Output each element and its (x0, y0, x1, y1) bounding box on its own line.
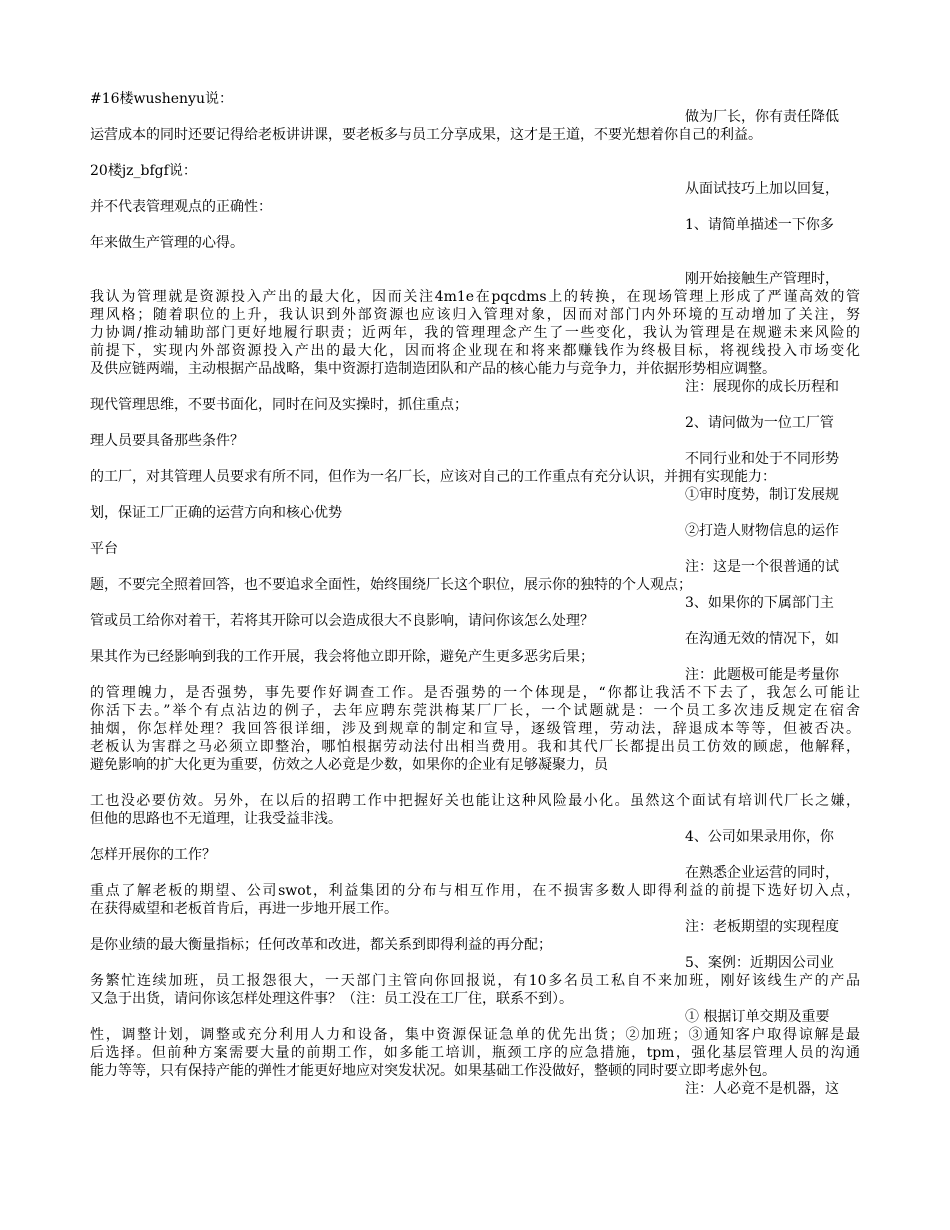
reply-author-line: 20楼jz_bfgf说： (90, 163, 197, 179)
text-line: 从面试技巧上加以回复， (685, 181, 839, 197)
question-line: 1、请简单描述一下你多 (685, 217, 834, 233)
question-line: 年来做生产管理的心得。 (90, 235, 244, 251)
note-line: 的管理魄力，是否强势，事先要作好调查工作。是否强势的一个体现是，“你都让我活不下去了，我怎么可能让 (90, 685, 860, 701)
answer-line: 刚开始接触生产管理时， (685, 271, 839, 287)
answer-line: 理风格；随着职位的上升，我认识到外部资源也应该归入管理对象，因而对部门内外环境的互动增加了关注，努 (90, 307, 860, 323)
answer-line: 在熟悉企业运营的同时， (685, 865, 839, 881)
answer-line: 前提下，实现内外部资源投入产出的最大化，因而将企业现在和将来都赚钱作为终极目标，将视线投入市场变化 (90, 343, 860, 359)
answer-line: 我认为管理就是资源投入产出的最大化，因而关注4m1e在pqcdms上的转换，在现场管理上形成了严谨高效的管 (90, 289, 860, 305)
question-line: 理人员要具备那些条件？ (90, 433, 244, 449)
text-line: 运营成本的同时还要记得给老板讲讲课，要老板多与员工分享成果，这才是王道，不要光想着你自己的利益。 (90, 127, 762, 143)
answer-line: 能力等等，只有保持产能的弹性才能更好地应对突发状况。如果基础工作没做好，整顿的同时要立即考虑外包。 (90, 1063, 776, 1079)
answer-line: 平台 (90, 541, 118, 557)
note-line: 注：这是一个很普通的试 (685, 559, 839, 575)
answer-line: 划，保证工厂正确的运营方向和核心优势 (90, 505, 342, 521)
question-line: 务繁忙连续加班，员工报怨很大，一天部门主管向你回报说，有10多名员工私自不来加班，刚好该线生产的产品 (90, 973, 860, 989)
answer-line: 后选择。但前种方案需要大量的前期工作，如多能工培训，瓶颈工序的应急措施，tpm，强化基层管理人员的沟通 (90, 1045, 860, 1061)
note-line: 注：此题极可能是考量你 (685, 667, 839, 683)
answer-line: 果其作为已经影响到我的工作开展，我会将他立即开除，避免产生更多恶劣后果； (90, 649, 594, 665)
answer-line: 在沟通无效的情况下，如 (685, 631, 839, 647)
question-line: 管或员工给你对着干，若将其开除可以会造成很大不良影响，请问你该怎么处理？ (90, 613, 594, 629)
answer-line: ②打造人财物信息的运作 (685, 523, 839, 539)
note-line: 注：人必竟不是机器，这 (685, 1081, 839, 1097)
answer-line: 不同行业和处于不同形势 (685, 451, 839, 467)
note-line: 注：展现你的成长历程和 (685, 379, 839, 395)
answer-line: 在获得威望和老板首肯后，再进一步地开展工作。 (90, 901, 398, 917)
answer-line: ①审时度势，制订发展规 (685, 487, 839, 503)
question-line: 5、案例：近期因公司业 (685, 955, 834, 971)
note-line: 现代管理思维，不要书面化，同时在问及实操时，抓住重点； (90, 397, 468, 413)
question-line: 4、公司如果录用你，你 (685, 829, 834, 845)
note-line: 是你业绩的最大衡量指标；任何改革和改进，都关系到即得利益的再分配； (90, 937, 552, 953)
answer-line: 重点了解老板的期望、公司swot，利益集团的分布与相互作用，在不损害多数人即得利益的前提下选好切入点， (90, 883, 860, 899)
answer-line: 力协调/推动辅助部门更好地履行职责；近两年，我的管理理念产生了一些变化，我认为管理是在规避未来风险的 (90, 325, 860, 341)
note-line: 注：老板期望的实现程度 (685, 919, 839, 935)
answer-line: ① 根据订单交期及重要 (685, 1009, 830, 1025)
note-line: 你活下去。”举个有点沾边的例子，去年应聘东莞洪梅某厂厂长，一个试题就是：一个员工多次违反规定在宿舍 (90, 703, 860, 719)
answer-line: 性，调整计划，调整或充分利用人力和设备，集中资源保证急单的优先出货；②加班；③通知客户取得谅解是最 (90, 1027, 860, 1043)
question-line: 2、请问做为一位工厂管 (685, 415, 834, 431)
question-line: 怎样开展你的工作？ (90, 847, 216, 863)
question-line: 3、如果你的下属部门主 (685, 595, 834, 611)
note-line: 避免影响的扩大化更为重要，仿效之人必竟是少数，如果你的企业有足够凝聚力，员 (90, 757, 608, 773)
note-line: 工也没必要仿效。另外，在以后的招聘工作中把握好关也能让这种风险最小化。虽然这个面试有培训代厂长之嫌， (90, 793, 860, 809)
note-line: 抽烟，你怎样处理？我回答很详细，涉及到规章的制定和宣导，逐级管理，劳动法，辞退成本等等，但被否决。 (90, 721, 860, 737)
forum-post-text (90, 90, 860, 1098)
reply-author-line: #16楼wushenyu说： (90, 91, 233, 107)
text-line: 并不代表管理观点的正确性： (90, 199, 272, 215)
answer-line: 及供应链两端，主动根据产品战略，集中资源打造制造团队和产品的核心能力与竞争力，并依据形势相应调整。 (90, 361, 776, 377)
text-line: 做为厂长，你有责任降低 (685, 109, 839, 125)
note-line: 题，不要完全照着回答，也不要追求全面性，始终围绕厂长这个职位，展示你的独特的个人观点； (90, 577, 692, 593)
note-line: 老板认为害群之马必须立即整治，哪怕根据劳动法付出相当费用。我和其代厂长都提出员工仿效的顾虑，他解释， (90, 739, 860, 755)
question-line: 又急于出货，请问你该怎样处理这件事？（注：员工没在工厂住，联系不到）。 (90, 991, 573, 1007)
answer-line: 的工厂，对其管理人员要求有所不同，但作为一名厂长，应该对自己的工作重点有充分认识，并拥有实现能力： (90, 469, 776, 485)
note-line: 但他的思路也不无道理，让我受益非浅。 (90, 811, 342, 827)
